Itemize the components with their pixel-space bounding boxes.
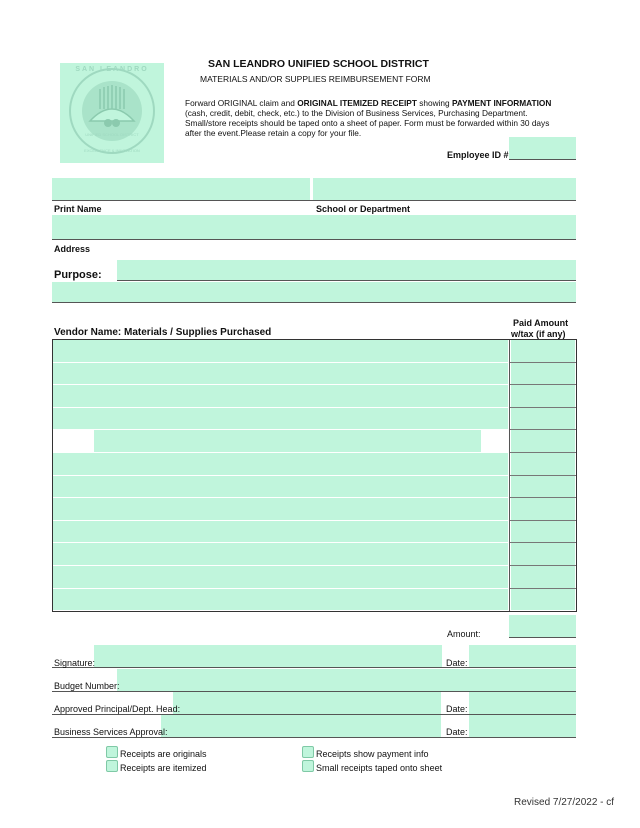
signature-label: Signature: bbox=[54, 658, 96, 668]
paid-amount-row-5[interactable] bbox=[511, 430, 575, 452]
purpose-field-line1[interactable] bbox=[117, 260, 576, 280]
checkbox-receipts-itemized[interactable] bbox=[106, 760, 118, 772]
checkbox-label-payment-info: Receipts show payment info bbox=[316, 749, 429, 759]
vendor-row-9[interactable] bbox=[53, 521, 508, 542]
checkbox-receipts-originals[interactable] bbox=[106, 746, 118, 758]
paid-amount-row-1[interactable] bbox=[511, 340, 575, 362]
print-name-field[interactable] bbox=[52, 178, 310, 200]
checkbox-receipts-payment-info[interactable] bbox=[302, 746, 314, 758]
vendor-row-10[interactable] bbox=[53, 543, 508, 565]
school-dept-label: School or Department bbox=[316, 204, 411, 214]
business-approval-field[interactable] bbox=[161, 715, 441, 737]
paid-amount-row-10[interactable] bbox=[511, 543, 575, 565]
checkbox-label-small-receipts: Small receipts taped onto sheet bbox=[316, 763, 443, 773]
instructions: Forward ORIGINAL claim and ORIGINAL ITEMIZED RECEIPT showing PAYMENT INFORMATION (cash, credit, debit, check, etc.) to the Division of Business Services, Purchasing Department. Small/store receipts should be taped onto a sheet of paper. Form must be forwarded within 30 days after the event.Please retain a copy for your file. bbox=[185, 98, 552, 138]
vendor-row-11[interactable] bbox=[53, 566, 508, 588]
purpose-label: Purpose: bbox=[54, 269, 102, 281]
vendor-row-6[interactable] bbox=[53, 453, 508, 475]
vendor-row-4[interactable] bbox=[53, 408, 508, 429]
approved-date-label: Date: bbox=[446, 704, 468, 714]
paid-amount-row-11[interactable] bbox=[511, 566, 575, 588]
business-approval-label: Business Services Approval: bbox=[54, 727, 168, 737]
checkbox-label-itemized: Receipts are itemized bbox=[120, 763, 207, 773]
budget-number-field[interactable] bbox=[117, 669, 576, 691]
vendor-row-12[interactable] bbox=[53, 589, 508, 610]
signature-field[interactable] bbox=[94, 645, 442, 667]
logo-bottom-text: UNIFIED SCHOOL DISTRICT bbox=[85, 132, 139, 137]
column-divider bbox=[509, 340, 510, 611]
paid-amount-row-6[interactable] bbox=[511, 453, 575, 475]
vendor-row-8[interactable] bbox=[53, 498, 508, 520]
paid-amount-row-4[interactable] bbox=[511, 408, 575, 429]
print-name-label: Print Name bbox=[54, 204, 102, 214]
amount-label: Amount: bbox=[447, 629, 481, 639]
district-title: SAN LEANDRO UNIFIED SCHOOL DISTRICT bbox=[208, 58, 429, 70]
logo-tagline: EXCELLENCE & INNOVATION bbox=[84, 148, 140, 153]
paid-amount-row-9[interactable] bbox=[511, 521, 575, 542]
address-label: Address bbox=[54, 244, 91, 254]
signature-date-label: Date: bbox=[446, 658, 468, 668]
paid-amount-row-7[interactable] bbox=[511, 476, 575, 497]
signature-date-field[interactable] bbox=[469, 645, 576, 667]
checkbox-label-originals: Receipts are originals bbox=[120, 749, 207, 759]
form-title: MATERIALS AND/OR SUPPLIES REIMBURSEMENT FORM bbox=[200, 74, 431, 84]
budget-number-label: Budget Number: bbox=[54, 681, 120, 691]
business-date-field[interactable] bbox=[469, 715, 576, 737]
logo-top-text: SAN LEANDRO bbox=[75, 66, 149, 73]
revised-date: Revised 7/27/2022 - cf bbox=[514, 797, 615, 808]
purpose-field-line2[interactable] bbox=[52, 282, 576, 302]
vendor-row-5[interactable] bbox=[94, 430, 481, 452]
school-dept-field[interactable] bbox=[313, 178, 576, 200]
vendor-row-3[interactable] bbox=[53, 385, 508, 407]
checkbox-small-receipts-taped[interactable] bbox=[302, 760, 314, 772]
vendor-row-1[interactable] bbox=[53, 340, 508, 362]
vendor-row-2[interactable] bbox=[53, 363, 508, 384]
paid-amount-row-8[interactable] bbox=[511, 498, 575, 520]
approved-principal-field[interactable] bbox=[173, 692, 441, 714]
paid-amount-row-3[interactable] bbox=[511, 385, 575, 407]
address-field[interactable] bbox=[52, 215, 576, 239]
paid-amount-header-2: w/tax (if any) bbox=[511, 329, 566, 339]
approved-principal-label: Approved Principal/Dept. Head: bbox=[54, 704, 181, 714]
business-date-label: Date: bbox=[446, 727, 468, 737]
paid-amount-row-2[interactable] bbox=[511, 363, 575, 384]
vendor-header: Vendor Name: Materials / Supplies Purchased bbox=[54, 327, 272, 338]
paid-amount-header-1: Paid Amount bbox=[513, 318, 569, 328]
vendor-row-7[interactable] bbox=[53, 476, 508, 497]
paid-amount-row-12[interactable] bbox=[511, 589, 575, 610]
amount-field[interactable] bbox=[509, 615, 576, 637]
approved-date-field[interactable] bbox=[469, 692, 576, 714]
employee-id-field[interactable] bbox=[509, 137, 576, 159]
employee-id-label: Employee ID # bbox=[447, 150, 509, 160]
